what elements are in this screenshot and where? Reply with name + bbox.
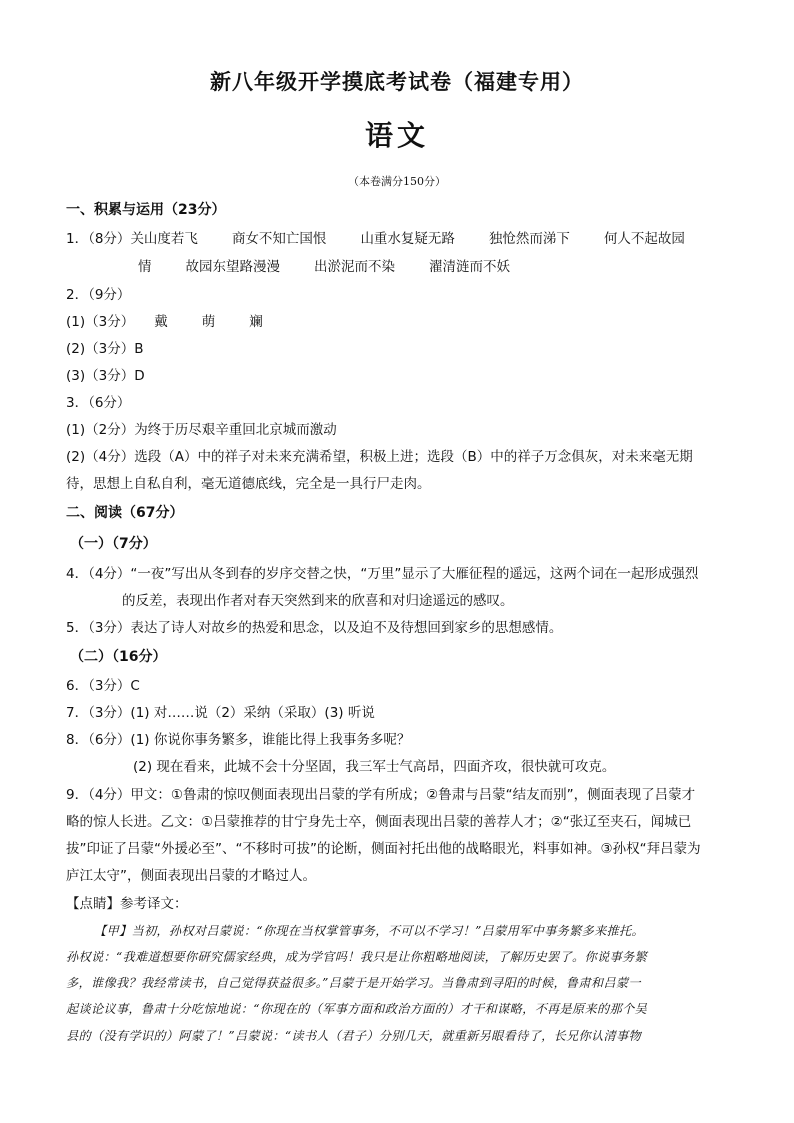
tip-heading: 【点睛】参考译文：	[66, 896, 188, 912]
q1-line1	[66, 230, 685, 248]
q1-label: 1．（8分）	[66, 231, 131, 247]
q4-line1: 4．（4分）“一夜”写出从冬到春的岁序交替之快，“万里”显示了大雁征程的遥远，这两个词在一起形成强烈	[66, 566, 699, 582]
q2-sub3: (3)（3分）D	[66, 368, 145, 384]
q2-sub1-label: (1)（3分）	[66, 314, 135, 330]
q8-line2: (2) 现在看来，此城不会十分坚固，我三军士气高昂，四面齐攻，很快就可攻克。	[133, 759, 616, 775]
q8-line1: 8．（6分）(1) 你说你事务繁多，谁能比得上我事务多呢？	[66, 732, 411, 748]
q3-label: 3．（6分）	[66, 395, 131, 411]
translation-line2: 孙权说：“我难道想要你研究儒家经典，成为学官吗！我只是让你粗略地阅读，了解历史罢了。你说事务繁	[66, 950, 647, 964]
section1-heading: 一、积累与运用（23分）	[66, 202, 226, 218]
q2-answer-3: 斓	[249, 314, 263, 330]
q1-answer-1: 关山度若飞	[130, 231, 198, 247]
q6-line: 6．（3分）C	[66, 678, 140, 694]
q1-answer-6: 情	[138, 259, 152, 275]
q1-answer-4: 独怆然而涕下	[488, 231, 570, 247]
q9-line2: 略的惊人长进。乙文：①吕蒙推荐的甘宁身先士卒，侧面表现出吕蒙的善荐人才；②“张辽至夹石，闻城已	[66, 814, 692, 830]
part1-heading: （一）（7分）	[70, 536, 157, 552]
q1-answer-8: 出淤泥而不染	[314, 259, 395, 275]
q3-sub1: (1)（2分）为终于历尽艰辛重回北京城而激动	[66, 422, 337, 438]
q9-line3: 拔”印证了吕蒙“外援必至”、“不移时可拔”的论断，侧面衬托出他的战略眼光，料事如神。③孙权“拜吕蒙为	[66, 841, 701, 857]
q2-label: 2．（9分）	[66, 287, 131, 303]
q1-answer-7: 故园东望路漫漫	[185, 259, 280, 275]
q3-sub2-line2: 待，思想上自私自利，毫无道德底线，完全是一具行尸走肉。	[66, 476, 431, 492]
q4-line2: 的反差，表现出作者对春天突然到来的欣喜和对归途遥远的感叹。	[122, 593, 514, 609]
translation-line3: 多，谁像我？我经常读书，自己觉得获益很多。”吕蒙于是开始学习。当鲁肃到寻阳的时候，鲁肃和吕蒙一	[66, 976, 641, 990]
q1-answer-9: 濯清涟而不妖	[429, 259, 510, 275]
translation-line4: 起谈论议事，鲁肃十分吃惊地说：“你现在的（军事方面和政治方面的）才干和谋略，不再是原来的那个吴	[66, 1002, 647, 1016]
translation-line5: 县的（没有学识的）阿蒙了！”吕蒙说：“读书人（君子）分别几天，就重新另眼看待了，长兄你认清事物	[66, 1029, 641, 1043]
q1-line2	[138, 258, 510, 276]
q3-sub2-line1: (2)（4分）选段（A）中的祥子对未来充满希望，积极上进；选段（B）中的祥子万念俱灰，对未来毫无期	[66, 449, 693, 465]
q2-sub2: (2)（3分）B	[66, 341, 144, 357]
section2-heading: 二、阅读（67分）	[66, 505, 184, 521]
translation-line1: 【甲】当初，孙权对吕蒙说：“你现在当权掌管事务，不可以不学习！”吕蒙用军中事务繁多来推托。	[94, 924, 645, 938]
q7-line: 7．（3分）(1) 对……说（2）采纳（采取）(3) 听说	[66, 705, 375, 721]
q5-line: 5．（3分）表达了诗人对故乡的热爱和思念，以及迫不及待想回到家乡的思想感情。	[66, 620, 563, 636]
q1-answer-2: 商女不知亡国恨	[231, 231, 327, 247]
q2-answer-2: 萌	[201, 314, 216, 330]
q2-sub1	[66, 313, 263, 331]
subject-title: 语文	[364, 119, 429, 152]
q1-answer-3: 山重水复疑无路	[360, 231, 455, 247]
part2-heading: （二）（16分）	[70, 649, 167, 665]
q9-line4: 庐江太守”，侧面表现出吕蒙的才略过人。	[66, 868, 316, 884]
q1-answer-5: 何人不起故园	[603, 231, 685, 247]
q2-answer-1: 戴	[154, 314, 168, 330]
q9-line1: 9．（4分）甲文：①鲁肃的惊叹侧面表现出吕蒙的学有所成；②鲁肃与吕蒙“结友而别”，侧面表现了吕蒙才	[66, 787, 696, 803]
exam-title: 新八年级开学摸底考试卷（福建专用）	[210, 70, 584, 94]
score-note: （本卷满分150分）	[348, 175, 446, 188]
